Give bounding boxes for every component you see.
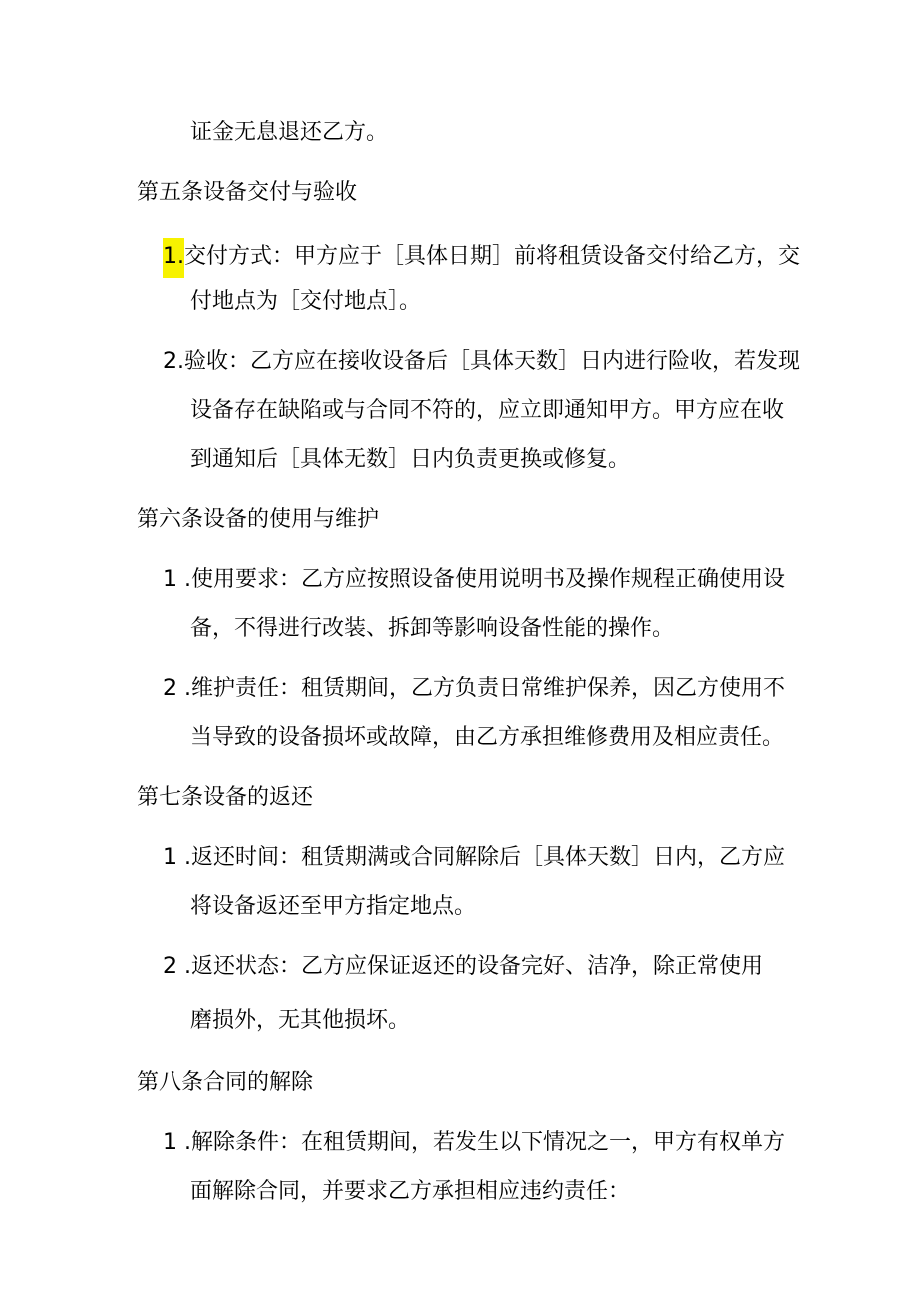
paragraph-line: 备，不得进行改装、拆卸等影响设备性能的操作。 (190, 616, 675, 641)
section-heading-7: 第七条设备的返还 (137, 785, 314, 810)
paragraph-line: 证金无息退还乙方。 (190, 120, 389, 145)
paragraph-line: 将设备返还至甲方指定地点。 (190, 894, 477, 919)
list-item-5-2: 2.验收：乙方应在接收设备后［具体天数］日内进行险收，若发现 (163, 349, 800, 374)
section-heading-5: 第五条设备交付与验收 (137, 180, 358, 205)
paragraph-line: 面解除合同，并要求乙方承担相应违约责任： (190, 1179, 631, 1204)
highlighted-number: 1. (163, 238, 184, 278)
list-item-text: 交付方式：甲方应于［具体日期］前将租赁设备交付给乙方，交 (184, 244, 801, 269)
paragraph-line: 磨损外，无其他损坏。 (190, 1008, 411, 1033)
list-item-5-1 (163, 238, 800, 278)
list-item-7-1: 1 .返还时间：租赁期满或合同解除后［具体天数］日内，乙方应 (163, 845, 785, 870)
list-item-6-2: 2 .维护责任：租赁期间，乙方负责日常维护保养，因乙方使用不 (163, 676, 785, 701)
section-heading-6: 第六条设备的使用与维护 (137, 507, 380, 532)
paragraph-line: 设备存在缺陷或与合同不符的，应立即通知甲方。甲方应在收 (190, 398, 785, 423)
paragraph-line: 到通知后［具体无数］日内负责更换或修复。 (190, 447, 631, 472)
list-item-6-1: 1 .使用要求：乙方应按照设备使用说明书及操作规程正确使用设 (163, 567, 785, 592)
paragraph-line: 当导致的设备损坏或故障，由乙方承担维修费用及相应责任。 (190, 725, 785, 750)
paragraph-line: 付地点为［交付地点］。 (190, 289, 422, 314)
list-item-8-1: 1 .解除条件：在租赁期间，若发生以下情况之一，甲方有权单方 (163, 1130, 785, 1155)
list-item-7-2: 2 .返还状态：乙方应保证返还的设备完好、洁净，除正常使用 (163, 954, 763, 979)
section-heading-8: 第八条合同的解除 (137, 1070, 314, 1095)
